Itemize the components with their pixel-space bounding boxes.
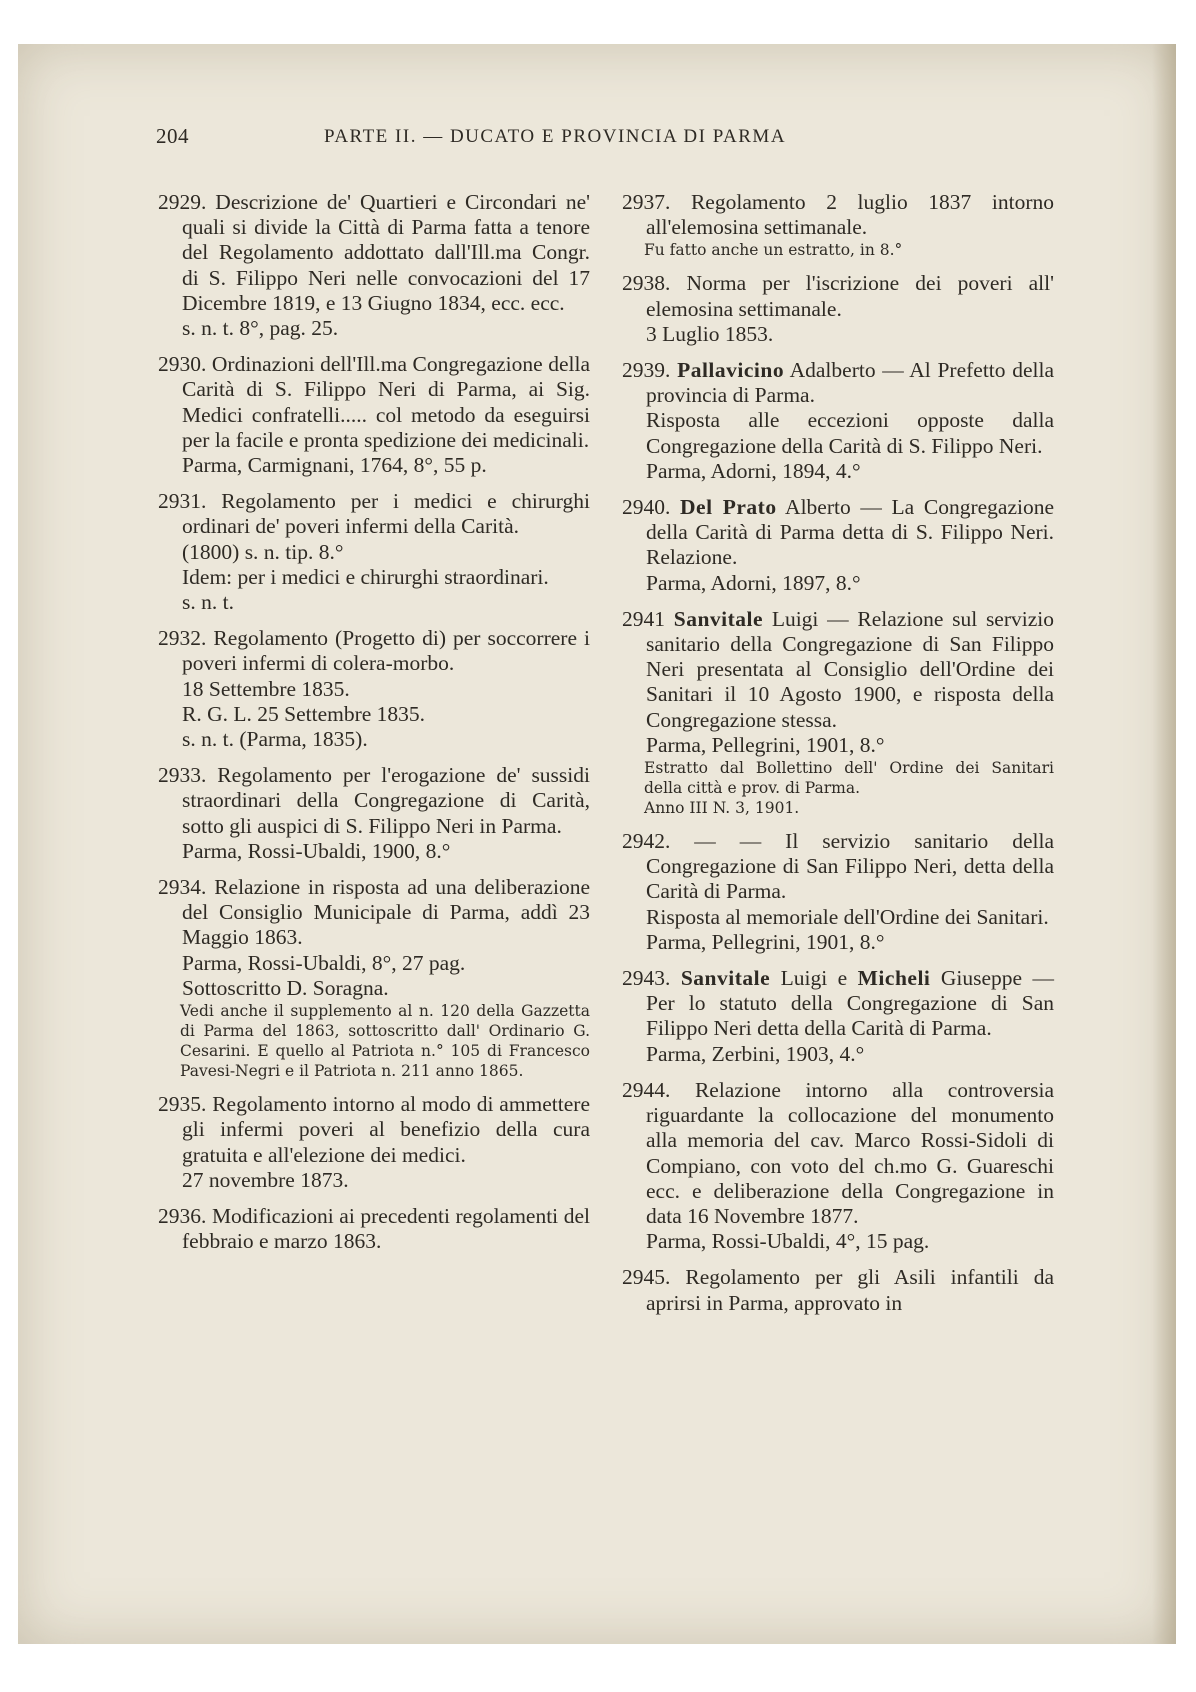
entry-text: 2931. Regolamento per i medici e chirurghi ordinari de' poveri infermi della Carità. bbox=[158, 489, 590, 539]
entry-2943 bbox=[622, 966, 1054, 1067]
page-number: 204 bbox=[156, 124, 189, 148]
entry-2944 bbox=[622, 1078, 1054, 1254]
entry-rest: Luigi — Relazione sul servizio sanitario della Congregazione di San Filippo Neri presentata al Consiglio dell'Ordine dei Sanitari il 10 Agosto 1900, e risposta della Congregazione stessa. bbox=[646, 606, 1055, 732]
entry-text: 2933. Regolamento per l'erogazione de' sussidi straordinari della Congregazione di Carità, sotto gli auspici di S. Filippo Neri in Parma. bbox=[158, 763, 590, 838]
entry-date-2: R. G. L. 25 Settembre 1835. bbox=[182, 701, 426, 726]
entry-imprint: Parma, Rossi-Ubaldi, 4°, 15 pag. bbox=[646, 1229, 930, 1254]
entry-subtitle: Risposta al memoriale dell'Ordine dei Sanitari. bbox=[646, 904, 1049, 929]
entry-note: Estratto dal Bollettino dell' Ordine dei Sanitari della città e prov. di Parma. bbox=[644, 759, 1054, 798]
entry-rest: Giuseppe — Per lo statuto della Congregazione di San Filippo Neri detta della Carità di Parma. bbox=[646, 966, 1055, 1041]
entry-text: 2936. Modificazioni ai precedenti regolamenti del febbraio e marzo 1863. bbox=[158, 1203, 590, 1254]
entry-imprint: Parma, Rossi-Ubaldi, 8°, 27 pag. bbox=[182, 950, 466, 975]
entry-2938 bbox=[622, 271, 1054, 347]
entry-number: 2939. bbox=[622, 358, 671, 383]
entry-2931 bbox=[158, 489, 590, 615]
entry-text: 2935. Regolamento intorno al modo di ammettere gli infermi poveri al benefizio della cura gratuita e all'elezione dei medici. bbox=[158, 1092, 590, 1167]
entry-imprint: Parma, Adorni, 1897, 8.° bbox=[646, 570, 861, 595]
running-title: PARTE II. — DUCATO E PROVINCIA DI PARMA bbox=[324, 126, 787, 147]
entry-2941 bbox=[622, 607, 1054, 818]
author-name: Sanvitale bbox=[680, 966, 771, 991]
entry-note: Fu fatto anche un estratto, in 8.° bbox=[644, 241, 903, 260]
entry-2934 bbox=[158, 875, 590, 1081]
entry-2936 bbox=[158, 1204, 590, 1254]
entry-text: 2934. Relazione in risposta ad una deliberazione del Consiglio Municipale di Parma, addì 23 Maggio 1863. bbox=[158, 875, 590, 950]
author-name: Del Prato bbox=[680, 495, 777, 520]
entry-imprint: Parma, Pellegrini, 1901, 8.° bbox=[646, 929, 885, 954]
entry-imprint: Parma, Adorni, 1894, 4.° bbox=[646, 458, 861, 483]
entry-text bbox=[622, 358, 1054, 408]
entry-text: 2937. Regolamento 2 luglio 1837 intorno all'elemosina settimanale. bbox=[622, 190, 1054, 240]
entry-note-2: Anno III N. 3, 1901. bbox=[644, 799, 800, 818]
entry-2929 bbox=[158, 190, 590, 341]
author-name: Pallavicino bbox=[677, 358, 785, 383]
right-column bbox=[622, 190, 1054, 1327]
entry-2940 bbox=[622, 495, 1054, 596]
entry-text bbox=[622, 966, 1054, 1042]
entry-imprint: (1800) s. n. tip. 8.° bbox=[182, 539, 344, 564]
entry-imprint: Parma, Zerbini, 1903, 4.° bbox=[646, 1041, 865, 1066]
entry-subtitle: Risposta alle eccezioni opposte dalla Congregazione della Carità di S. Filippo Neri. bbox=[646, 408, 1054, 458]
author-name-2: Micheli bbox=[857, 966, 931, 991]
entry-note: Vedi anche il supplemento al n. 120 della Gazzetta di Parma del 1863, sottoscritto dall' Ordinario G. Cesarini. E quello al Patriota n.° 105 di Francesco Pavesi-Negri e il Patriota n. 211 anno 1865. bbox=[180, 1002, 590, 1081]
entry-text: 2929. Descrizione de' Quartieri e Circondari ne' quali si divide la Città di Parma fatta a tenore del Regolamento addottato dall'Ill.ma Congr. di S. Filippo Neri nelle convocazioni del 17 Dicembre 1819, e 13 Giugno 1834, ecc. ecc. bbox=[158, 190, 590, 315]
entry-2935 bbox=[158, 1092, 590, 1193]
entry-rest: Alberto — La Congregazione della Carità di Parma detta di S. Filippo Neri. Relazione. bbox=[646, 495, 1055, 570]
entry-2939 bbox=[622, 358, 1054, 484]
entry-imprint: 27 novembre 1873. bbox=[182, 1167, 349, 1192]
entry-text: 2930. Ordinazioni dell'Ill.ma Congregazione della Carità di S. Filippo Neri di Parma, ai Sig. Medici confratelli..... col metodo da eseguirsi per la facile e pronta spedizione dei medicinali. bbox=[158, 352, 590, 452]
entry-imprint: s. n. t. 8°, pag. 25. bbox=[182, 316, 339, 341]
entry-2930 bbox=[158, 352, 590, 478]
entry-text: 2932. Regolamento (Progetto di) per soccorrere i poveri infermi di colera-morbo. bbox=[158, 626, 590, 676]
entry-signature: Sottoscritto D. Soragna. bbox=[182, 975, 389, 1000]
entry-2933 bbox=[158, 763, 590, 864]
entry-number: 2940. bbox=[622, 495, 671, 520]
entry-2942 bbox=[622, 829, 1054, 955]
entry-text: 2938. Norma per l'iscrizione dei poveri all' elemosina settimanale. bbox=[622, 271, 1054, 321]
entry-number: 2943. bbox=[622, 966, 671, 991]
entry-2945 bbox=[622, 1265, 1054, 1315]
entry-imprint-2: s. n. t. bbox=[182, 590, 234, 615]
entry-imprint: 3 Luglio 1853. bbox=[646, 321, 774, 346]
left-column bbox=[158, 190, 590, 1265]
author-name: Sanvitale bbox=[673, 606, 764, 631]
entry-text bbox=[622, 607, 1054, 733]
entry-imprint: Parma, Pellegrini, 1901, 8.° bbox=[646, 732, 885, 757]
entry-text: 2944. Relazione intorno alla controversia riguardante la collocazione del monumento alla memoria del cav. Marco Rossi-Sidoli di Compiano, con voto del ch.mo G. Guareschi ecc. e deliberazione della Congregazione in data 16 Novembre 1877. bbox=[622, 1077, 1054, 1228]
entry-imprint: Parma, Rossi-Ubaldi, 1900, 8.° bbox=[182, 838, 451, 863]
entry-imprint: s. n. t. (Parma, 1835). bbox=[182, 727, 368, 752]
entry-text bbox=[622, 495, 1054, 571]
entry-extra: Idem: per i medici e chirurghi straordinari. bbox=[182, 564, 549, 589]
entry-number: 2941 bbox=[622, 606, 665, 631]
entry-2932 bbox=[158, 626, 590, 752]
entry-imprint: Parma, Carmignani, 1764, 8°, 55 p. bbox=[182, 453, 487, 478]
entry-date: 18 Settembre 1835. bbox=[182, 676, 350, 701]
entry-mid: Luigi e bbox=[770, 966, 858, 991]
entry-text: 2945. Regolamento per gli Asili infantili da aprirsi in Parma, approvato in bbox=[622, 1265, 1054, 1315]
entry-2937 bbox=[622, 190, 1054, 260]
entry-text: 2942. — — Il servizio sanitario della Congregazione di San Filippo Neri, detta della Carità di Parma. bbox=[622, 829, 1054, 904]
entry-rest: Adalberto — Al Prefetto della provincia di Parma. bbox=[646, 358, 1055, 408]
